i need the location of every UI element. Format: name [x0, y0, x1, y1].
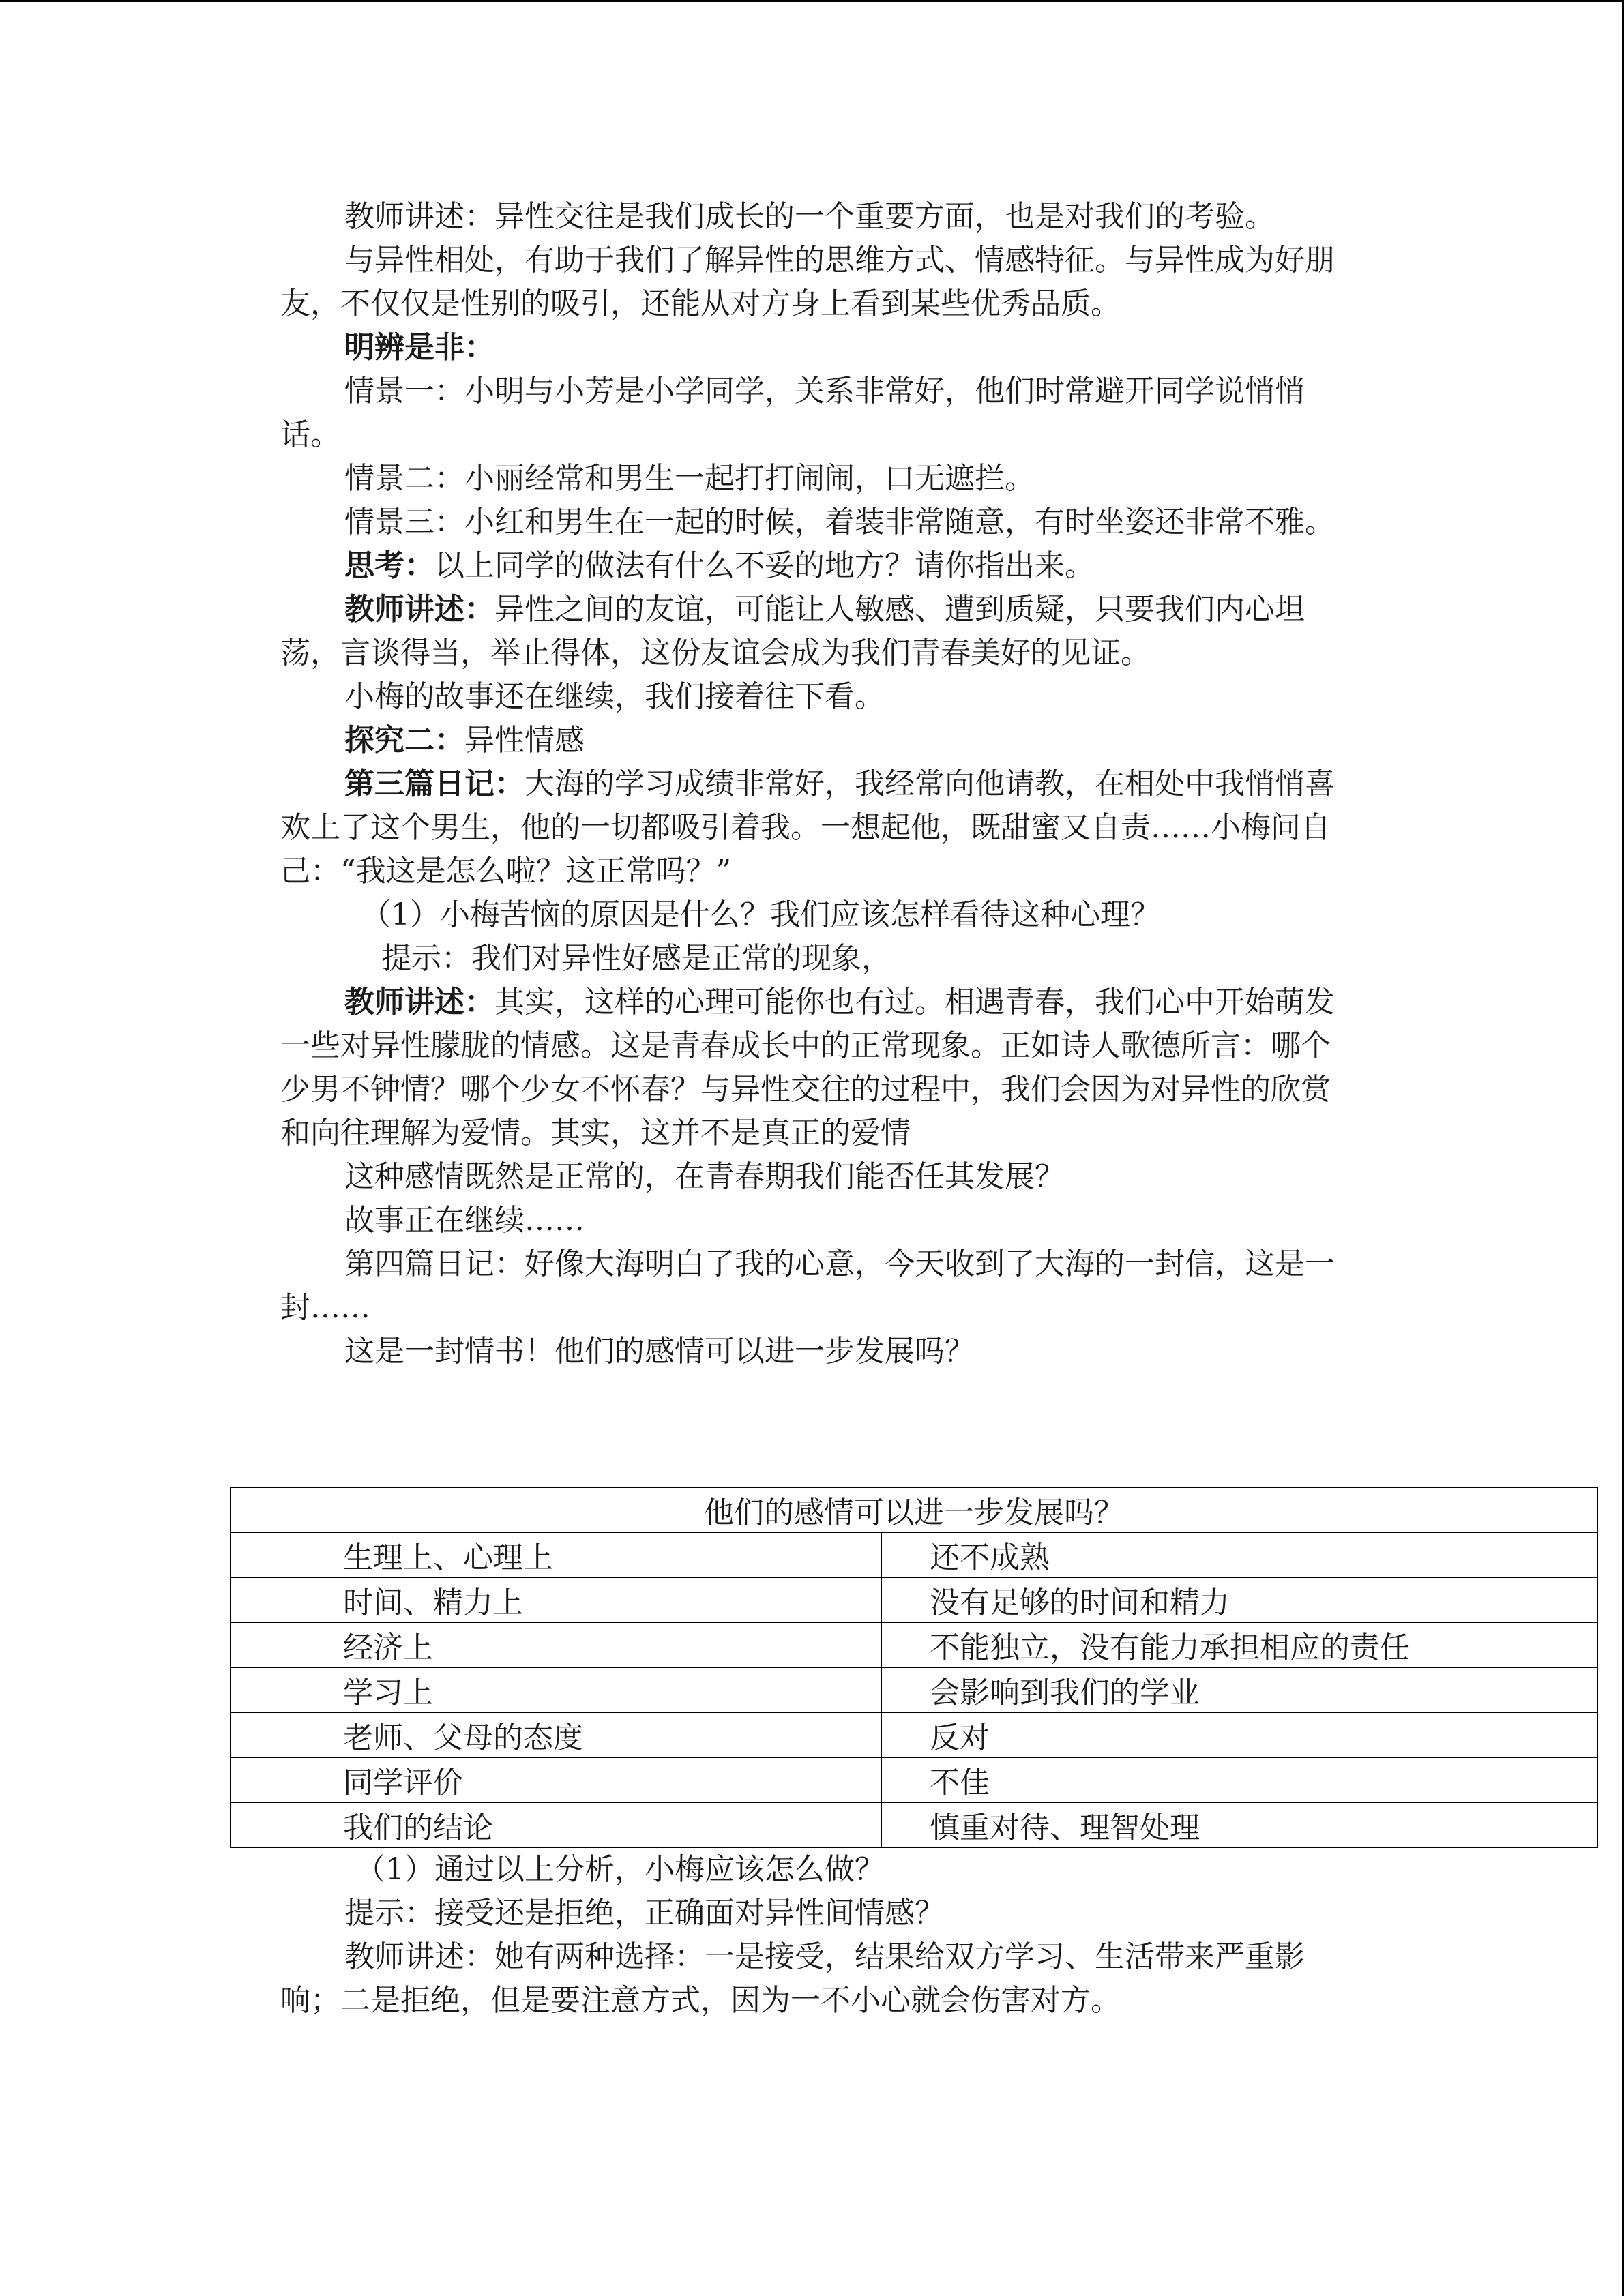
section-heading: 明辨是非： — [344, 330, 494, 365]
paragraph: 第三篇日记：大海的学习成绩非常好，我经常向他请教，在相处中我悄悄喜欢上了这个男生，他的一切都吸引着我。一想起他，既甜蜜又自责……小梅问自己：“我这是怎么啦？这正常吗？” — [280, 766, 1335, 889]
result-cell: 反对 — [881, 1712, 1597, 1757]
table-row — [231, 1532, 1597, 1577]
page-top-border — [0, 0, 1624, 2]
paragraph: 这种感情既然是正常的，在青春期我们能否任其发展？ — [344, 1159, 1065, 1194]
hint: 提示：我们对异性好感是正常的现象， — [381, 941, 891, 976]
table-row — [231, 1802, 1597, 1847]
question: （1）通过以上分析，小梅应该怎么做？ — [355, 1852, 885, 1887]
result-cell: 不佳 — [881, 1757, 1597, 1802]
aspect-cell: 生理上、心理上 — [231, 1532, 881, 1577]
aspect-cell: 我们的结论 — [231, 1802, 881, 1847]
result-cell: 慎重对待、理智处理 — [881, 1802, 1597, 1847]
hint: 提示：接受还是拒绝，正确面对异性间情感？ — [344, 1896, 945, 1930]
aspect-cell: 老师、父母的态度 — [231, 1712, 881, 1757]
table-title-row — [231, 1487, 1597, 1532]
table-row — [231, 1577, 1597, 1622]
paragraph: 小梅的故事还在继续，我们接着往下看。 — [344, 679, 885, 714]
paragraph: 第四篇日记：好像大海明白了我的心意，今天收到了大海的一封信，这是一封…… — [280, 1247, 1335, 1325]
paragraph: 思考：以上同学的做法有什么不妥的地方？请你指出来。 — [344, 548, 1095, 583]
aspect-cell: 时间、精力上 — [231, 1577, 881, 1622]
paragraph: 教师讲述：其实，这样的心理可能你也有过。相遇青春，我们心中开始萌发一些对异性朦胧的情感。这是青春成长中的正常现象。正如诗人歌德所言：哪个少男不钟情？哪个少女不怀春？与异性交往的过程中，我们会因为对异性的欣赏和向往理解为爱情。其实，这并不是真正的爱情 — [280, 985, 1335, 1150]
paragraph: 与异性相处，有助于我们了解异性的思维方式、情感特征。与异性成为好朋友，不仅仅是性别的吸引，还能从对方身上看到某些优秀品质。 — [280, 243, 1335, 321]
after-table-text — [280, 1848, 1348, 2023]
table-title: 他们的感情可以进一步发展吗？ — [231, 1487, 1597, 1532]
aspect-cell: 经济上 — [231, 1622, 881, 1667]
paragraph: 情景一：小明与小芳是小学同学，关系非常好，他们时常避开同学说悄悄话。 — [280, 374, 1305, 452]
document-body — [280, 195, 1348, 1373]
table-row — [231, 1622, 1597, 1667]
paragraph: 教师讲述：异性交往是我们成长的一个重要方面，也是对我们的考验。 — [344, 199, 1275, 234]
result-cell: 还不成熟 — [881, 1532, 1597, 1577]
result-cell: 没有足够的时间和精力 — [881, 1577, 1597, 1622]
result-cell: 不能独立，没有能力承担相应的责任 — [881, 1622, 1597, 1667]
paragraph: 故事正在继续…… — [344, 1203, 585, 1238]
paragraph: 这是一封情书！他们的感情可以进一步发展吗？ — [344, 1334, 975, 1369]
analysis-table — [230, 1487, 1598, 1848]
paragraph: 情景三：小红和男生在一起的时候，着装非常随意，有时坐姿还非常不雅。 — [344, 505, 1335, 539]
table-row — [231, 1757, 1597, 1802]
result-cell: 会影响到我们的学业 — [881, 1667, 1597, 1712]
table-row — [231, 1667, 1597, 1712]
table-row — [231, 1712, 1597, 1757]
question: （1）小梅苦恼的原因是什么？我们应该怎样看待这种心理？ — [361, 897, 1160, 932]
aspect-cell: 学习上 — [231, 1667, 881, 1712]
paragraph: 情景二：小丽经常和男生一起打打闹闹，口无遮拦。 — [344, 461, 1035, 496]
aspect-cell: 同学评价 — [231, 1757, 881, 1802]
paragraph: 教师讲述：她有两种选择：一是接受，结果给双方学习、生活带来严重影响；二是拒绝，但是要注意方式，因为一不小心就会伤害对方。 — [280, 1939, 1305, 2018]
paragraph: 教师讲述：异性之间的友谊，可能让人敏感、遭到质疑，只要我们内心坦荡，言谈得当，举止得体，这份友谊会成为我们青春美好的见证。 — [280, 592, 1305, 670]
section-heading: 探究二：异性情感 — [344, 723, 585, 758]
